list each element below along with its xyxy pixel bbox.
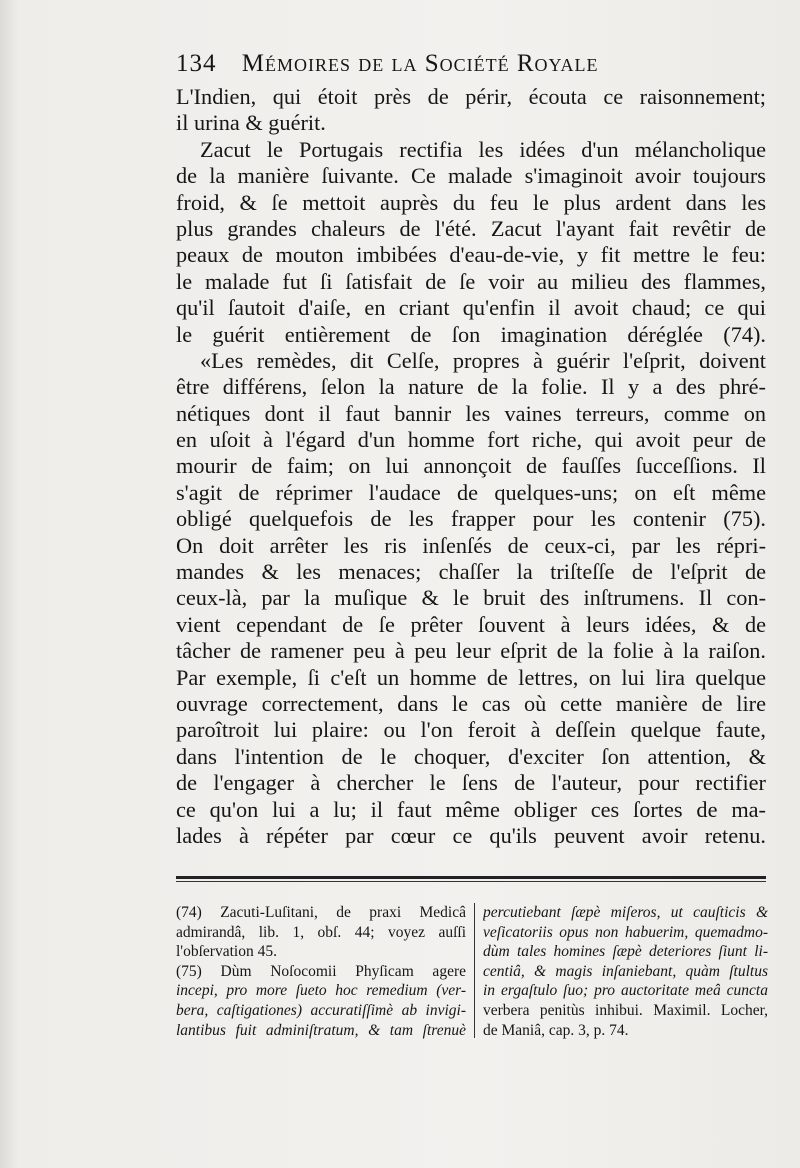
footnote-line: incepi, pro more ſueto hoc remedium (ver- — [176, 982, 466, 1000]
text-line: nétiques dont il faut bannir les vaines terreurs, comme on — [176, 400, 766, 426]
footnote-line: de Maniâ, cap. 3, p. 74. — [483, 1021, 629, 1039]
text-line: être différens, ſelon la nature de la folie. Il y a des phré- — [176, 374, 766, 400]
footnote-line: dùm tales homines ſæpè deteriores ſiunt li- — [483, 943, 768, 961]
footnote-line: l'obſervation 45. — [176, 943, 277, 961]
footnotes-left-column — [176, 903, 466, 1040]
footnote-line: bera, caſtigationes) accuratiſſimè ab invigi- — [176, 1001, 466, 1019]
body-text — [176, 84, 766, 849]
footnote-line: verbera penitùs inhibui. Maximil. Locher, — [483, 1001, 768, 1019]
text-line: froid, & ſe mettoit auprès du feu le plus ardent dans les — [176, 189, 766, 215]
text-line: dans l'intention de le choquer, d'exciter ſon attention, & — [176, 743, 766, 769]
text-line: plus grandes chaleurs de l'été. Zacut l'ayant fait revêtir de — [176, 215, 766, 241]
text-line: L'Indien, qui étoit près de périr, écouta ce raisonnement; — [176, 84, 766, 109]
text-line: vient cependant de ſe prêter ſouvent à leurs idées, & de — [176, 611, 766, 637]
footnote-line: in ergaſtulo ſuo; pro auctoritate meâ cuncta — [483, 982, 768, 1000]
text-line: il urina & guérit. — [176, 110, 326, 136]
text-line: mourir de faim; on lui annonçoit de fauſſes ſucceſſions. Il — [176, 453, 766, 479]
text-line: ceux-là, par la muſique & le bruit des inſtrumens. Il con- — [176, 585, 766, 611]
text-line: qu'il ſautoit d'aiſe, en criant qu'enfin il avoit chaud; ce qui — [176, 295, 766, 321]
footnote-line: lantibus fuit adminiſtratum, & tam ſtrenuè — [176, 1021, 466, 1039]
footnotes-right-column — [483, 903, 768, 1040]
text-line: ce qu'on lui a lu; il faut même obliger ces ſortes de ma- — [176, 796, 766, 822]
footnote-line: (74) Zacuti-Luſitani, de praxi Medicâ — [176, 904, 466, 921]
page-number: 134 — [176, 50, 217, 77]
text-line: le guérit entièrement de ſon imagination déréglée (74). — [176, 321, 766, 347]
footnote-column-divider — [474, 903, 475, 1038]
text-line: Zacut le Portugais rectifia les idées d'un mélancholique — [200, 136, 766, 162]
footnote-line: veſicatoriis opus non habuerim, quemadmo- — [483, 923, 768, 941]
footnote-rule — [176, 876, 766, 882]
text-line: obligé quelquefois de les frapper pour les contenir (75). — [176, 506, 766, 532]
text-line: On doit arrêter les ris inſenſés de ceux-ci, par les répri- — [176, 532, 766, 558]
footnote-line: centiâ, & magis inſaniebant, quàm ſtultus — [483, 962, 768, 980]
text-line: de la manière ſuivante. Ce malade s'imaginoit avoir toujours — [176, 163, 766, 189]
text-line: tâcher de ramener peu à peu leur eſprit de la folie à la raiſon. — [176, 638, 766, 664]
text-line: Par exemple, ſi c'eſt un homme de lettres, on lui lira quelque — [176, 664, 766, 690]
text-line: peaux de mouton imbibées d'eau-de-vie, y fit mettre le feu: — [176, 242, 766, 268]
footnote-line: percutiebant ſæpè miſeros, ut cauſticis & — [483, 904, 768, 921]
text-line: de l'engager à chercher le ſens de l'auteur, pour rectifier — [176, 770, 766, 796]
text-line: le malade fut ſi ſatisfait de ſe voir au milieu des flammes, — [176, 268, 766, 294]
text-line: paroîtroit lui plaire: ou l'on feroit à deſſein quelque faute, — [176, 717, 766, 743]
running-header — [176, 50, 776, 78]
footnote-line: (75) Dùm Noſocomii Phyſicam agere — [176, 962, 466, 980]
text-line: «Les remèdes, dit Celſe, propres à guérir l'eſprit, doivent — [200, 347, 766, 373]
footnote-line: admirandâ, lib. 1, obſ. 44; voyez auſſi — [176, 923, 466, 941]
text-line: lades à répéter par cœur ce qu'ils peuvent avoir retenu. — [176, 822, 766, 848]
text-line: en uſoit à l'égard d'un homme fort riche, qui avoit peur de — [176, 427, 766, 453]
text-line: ouvrage correctement, dans le cas où cette manière de lire — [176, 690, 766, 716]
text-line: s'agit de réprimer l'audace de quelques-uns; on eſt même — [176, 479, 766, 505]
running-title: Mémoires de la Société Royale — [241, 50, 599, 77]
text-line: mandes & les menaces; chaſſer la triſteſſe de l'eſprit de — [176, 559, 766, 585]
